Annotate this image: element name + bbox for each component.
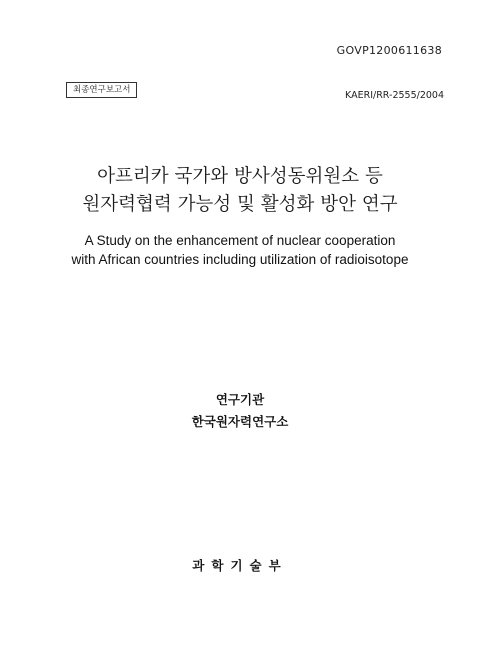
institution-name: 한국원자력연구소 [191,414,289,429]
institution-label: 연구기관 [215,392,265,407]
ministry-name: 과학기술부 [192,558,288,573]
title-korean [0,163,480,219]
document-id: GOVP1200611638 [336,44,442,57]
report-type-label: 최종연구보고서 [66,82,137,98]
title-korean-line-1: 아프리카 국가와 방사성동위원소 등 [97,166,383,187]
title-english-line-2: with African countries including utilization of radioisotope [71,252,409,267]
report-number: KAERI/RR-2555/2004 [345,90,444,101]
title-english [0,231,480,269]
title-korean-line-2: 원자력협력 가능성 및 활성화 방안 연구 [82,194,398,215]
institution-block [0,389,480,433]
title-english-line-1: A Study on the enhancement of nuclear cooperation [84,233,396,248]
